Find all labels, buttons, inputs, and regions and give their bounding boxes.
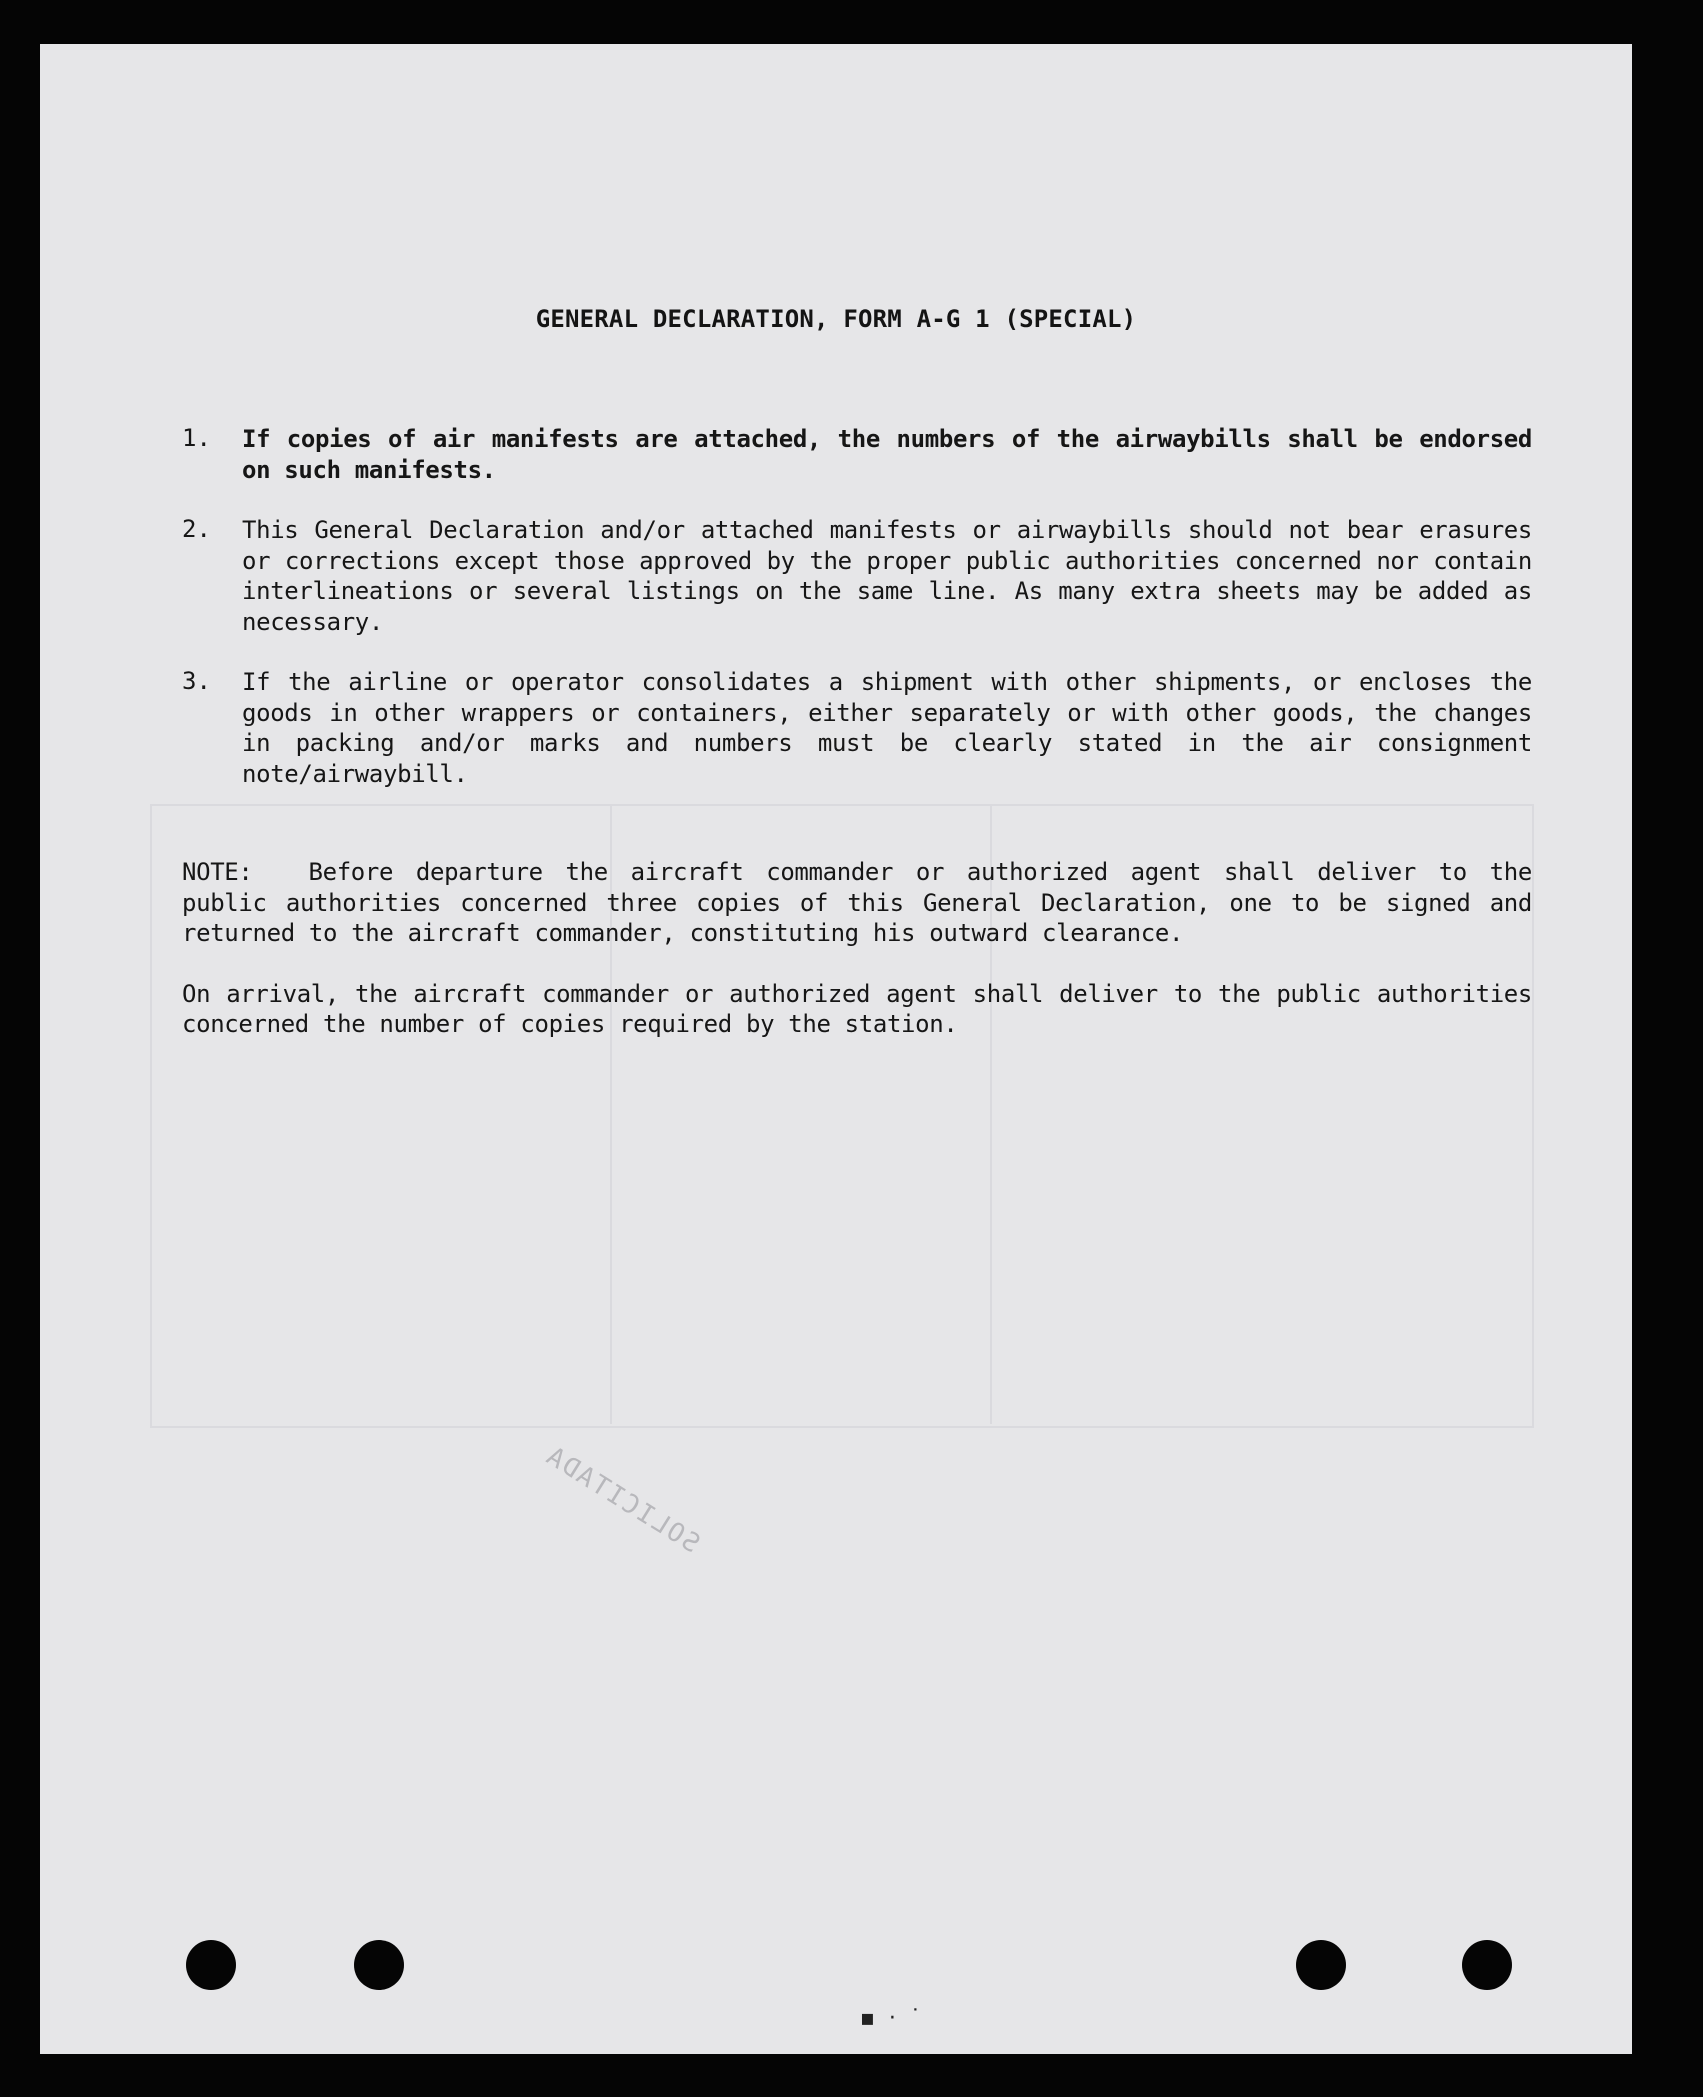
document-page xyxy=(40,44,1632,2054)
punch-hole xyxy=(186,1940,236,1990)
item-number: 1. xyxy=(182,424,211,452)
note-paragraph xyxy=(182,857,1532,949)
faint-stamp: SOLICITADA xyxy=(539,1440,705,1560)
item-number: 2. xyxy=(182,515,211,543)
item-text: If copies of air manifests are attached, the numbers of the airwaybills shall be endorsed on such manifests. xyxy=(242,425,1532,484)
note-label: NOTE: xyxy=(182,858,253,886)
punch-hole xyxy=(1462,1940,1512,1990)
punch-hole xyxy=(354,1940,404,1990)
instructions-list xyxy=(182,424,1532,819)
list-item xyxy=(182,667,1532,789)
page-mark: ▪·˙ xyxy=(860,2006,935,2031)
list-item xyxy=(182,515,1532,637)
punch-hole xyxy=(1296,1940,1346,1990)
list-item xyxy=(182,424,1532,485)
item-text: This General Declaration and/or attached manifests or airwaybills should not bear erasures or corrections except those approved by the proper public authorities concerned nor contain interlineations or several listings on the same line. As many extra sheets may be added as necessary. xyxy=(242,516,1532,636)
document-title: GENERAL DECLARATION, FORM A-G 1 (SPECIAL) xyxy=(535,305,1137,334)
note-block xyxy=(182,857,1532,1070)
item-number: 3. xyxy=(182,667,211,695)
item-text: If the airline or operator consolidates a shipment with other shipments, or encloses the goods in other wrappers or containers, either separately or with other goods, the changes in packing and/or marks and numbers must be clearly stated in the air consignment note/airwaybill. xyxy=(242,668,1532,788)
arrival-paragraph: On arrival, the aircraft commander or authorized agent shall deliver to the public authorities concerned the number of copies required by the station. xyxy=(182,979,1532,1038)
note-text: Before departure the aircraft commander or authorized agent shall deliver to the public authorities concerned three copies of this General Declaration, one to be signed and returned to the aircraft commander, constituting his outward clearance. xyxy=(182,858,1532,947)
